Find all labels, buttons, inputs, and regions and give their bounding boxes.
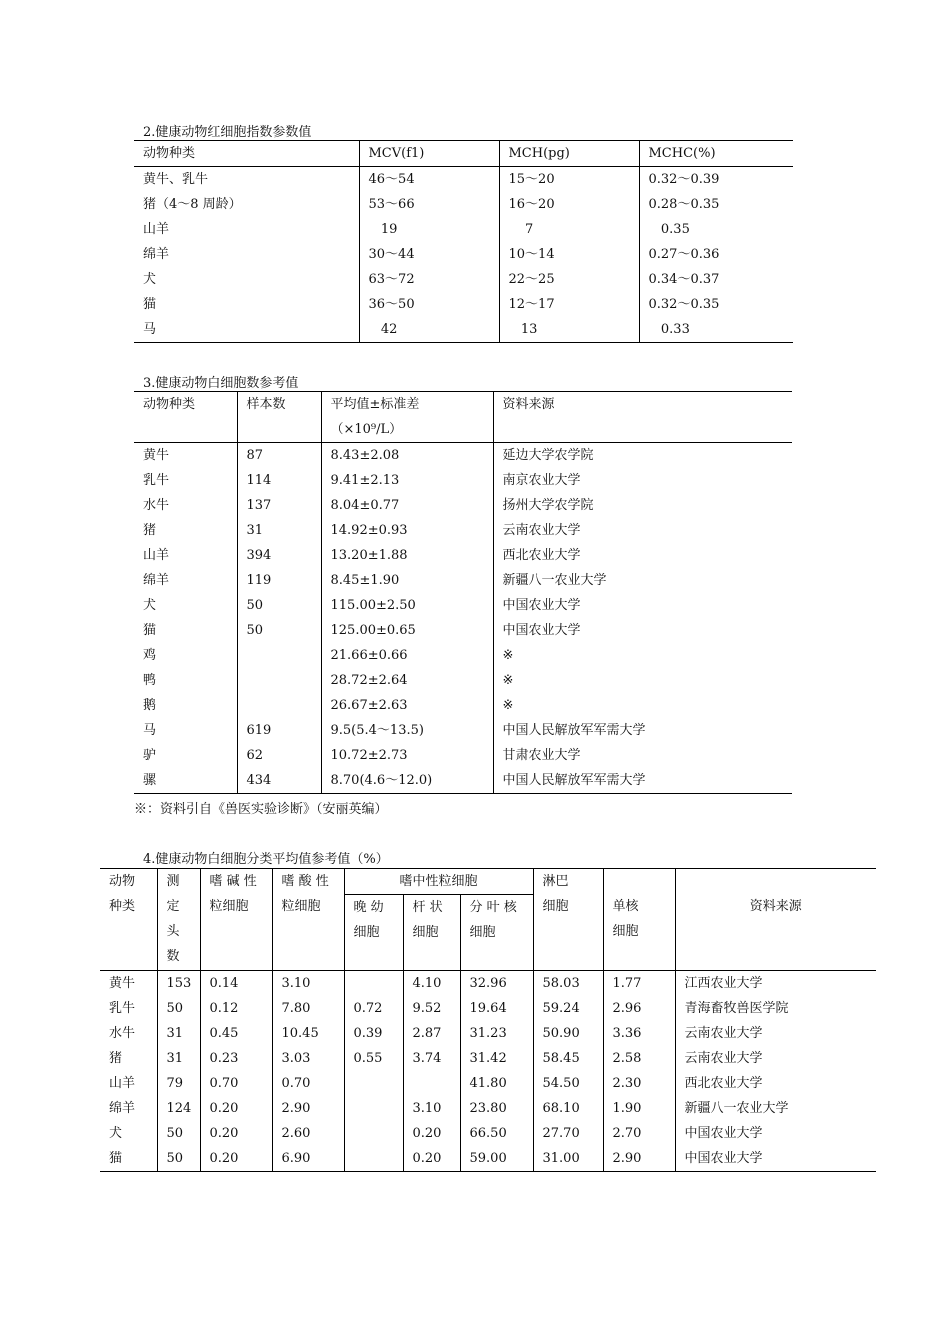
table-cell: 31 [157, 1046, 200, 1071]
table-cell: 8.43±2.08 [321, 443, 493, 469]
table-cell: 青海畜牧兽医学院 [684, 1001, 789, 1016]
table-cell: 619 [237, 718, 321, 743]
table-cell: 8.04±0.77 [321, 493, 493, 518]
table-cell: 50 [237, 618, 321, 643]
table-cell: 13 [499, 317, 639, 343]
table-row [134, 217, 793, 242]
table-cell: 58.03 [533, 971, 603, 997]
table4-title: 4.健康动物白细胞分类平均值参考值（%） [143, 852, 389, 867]
table-cell: 0.20 [403, 1121, 460, 1146]
table-cell: 114 [237, 468, 321, 493]
table-cell: 中国农业大学 [502, 623, 581, 638]
table-cell: 10～14 [499, 242, 639, 267]
table-row [134, 493, 792, 518]
header-band: 杆 状 细胞 [403, 895, 460, 971]
table-cell: 50 [157, 996, 200, 1021]
table-cell: 鸭 [134, 668, 237, 693]
table2 [134, 140, 793, 343]
table-cell: 87 [237, 443, 321, 469]
table-cell: 乳牛 [100, 996, 157, 1021]
header-species: 动物种类 [134, 392, 237, 418]
table-cell: 0.45 [200, 1021, 272, 1046]
table-cell: 46～54 [359, 167, 499, 193]
table-cell: 31.23 [460, 1021, 533, 1046]
table-cell: 南京农业大学 [502, 473, 581, 488]
table-cell: 延边大学农学院 [493, 443, 792, 469]
header-monocyte: 单核 细胞 [603, 869, 675, 971]
table-cell: 云南农业大学 [684, 1051, 763, 1066]
table-cell [344, 1096, 403, 1121]
table-cell: 黄牛 [100, 971, 157, 997]
table-row [134, 643, 792, 668]
table-cell: 14.92±0.93 [321, 518, 493, 543]
table-cell: 绵羊 [134, 242, 359, 267]
table-row [134, 192, 793, 217]
table-cell: 3.74 [403, 1046, 460, 1071]
table-row [134, 543, 792, 568]
table-cell: 9.5(5.4～13.5) [321, 718, 493, 743]
header-mean-sd: 平均值±标准差 [321, 392, 493, 418]
table-cell: 19.64 [460, 996, 533, 1021]
table-cell: 58.45 [533, 1046, 603, 1071]
table-cell: 马 [134, 718, 237, 743]
table-row [134, 768, 792, 794]
table-cell: 3.03 [272, 1046, 344, 1071]
header-species: 动物种类 [134, 141, 359, 167]
table-cell: 2.90 [272, 1096, 344, 1121]
table-cell: 0.12 [200, 996, 272, 1021]
table-cell: 7.80 [272, 996, 344, 1021]
table-cell: 0.20 [200, 1146, 272, 1172]
table-cell: 扬州大学农学院 [502, 498, 594, 513]
header-eosinophil: 嗜 酸 性 粒细胞 [272, 869, 344, 971]
table-row [134, 167, 793, 193]
table-cell [403, 1071, 460, 1096]
table-cell [237, 668, 321, 693]
table-cell: 0.32～0.35 [648, 297, 720, 312]
table-cell: ※ [502, 698, 514, 713]
table-cell: 26.67±2.63 [321, 693, 493, 718]
table-row [134, 693, 792, 718]
table-row [100, 971, 876, 997]
table-cell: 2.60 [272, 1121, 344, 1146]
table-cell: 0.72 [344, 996, 403, 1021]
table-cell: 10.72±2.73 [321, 743, 493, 768]
table-cell: 8.45±1.90 [321, 568, 493, 593]
header-basophil: 嗜 碱 性 粒细胞 [200, 869, 272, 971]
table-cell: 绵羊 [100, 1096, 157, 1121]
table-cell: 水牛 [134, 493, 237, 518]
table-row [134, 718, 792, 743]
table-cell [237, 643, 321, 668]
table-cell: 1.90 [603, 1096, 675, 1121]
header-lymphocyte: 淋巴 细胞 [533, 869, 603, 971]
table-cell: 50.90 [533, 1021, 603, 1046]
table-cell: 水牛 [100, 1021, 157, 1046]
table-cell: 59.00 [460, 1146, 533, 1172]
table-cell: 31 [157, 1021, 200, 1046]
table-row [134, 618, 792, 643]
table-cell: 中国农业大学 [684, 1126, 763, 1141]
table-cell: 0.34～0.37 [648, 272, 720, 287]
table-cell [237, 693, 321, 718]
table-cell: 16～20 [499, 192, 639, 217]
table-row [134, 743, 792, 768]
table-cell: 山羊 [134, 217, 359, 242]
table-cell: 3.10 [403, 1096, 460, 1121]
table-cell: 27.70 [533, 1121, 603, 1146]
header-source: 资料来源 [675, 869, 876, 971]
table-cell: 32.96 [460, 971, 533, 997]
table-cell: 山羊 [134, 543, 237, 568]
table-row [134, 468, 792, 493]
table-cell: 153 [157, 971, 200, 997]
header-mchc: MCHC(%) [639, 141, 793, 167]
table-row [134, 267, 793, 292]
table-cell: 0.20 [403, 1146, 460, 1172]
table-cell: 8.70(4.6～12.0) [321, 768, 493, 794]
table-cell: 犬 [100, 1121, 157, 1146]
table-cell: 黄牛 [134, 443, 237, 469]
table-cell: 西北农业大学 [502, 548, 581, 563]
table-row [100, 1021, 876, 1046]
table-cell: 猪 [100, 1046, 157, 1071]
table-cell: 犬 [134, 593, 237, 618]
table-cell: 31 [237, 518, 321, 543]
table-cell [344, 1121, 403, 1146]
table-cell: 30～44 [359, 242, 499, 267]
table-cell: 猫 [100, 1146, 157, 1172]
header-metamyelocyte: 晚 幼 细胞 [344, 895, 403, 971]
table-cell: 新疆八一农业大学 [684, 1101, 789, 1116]
table-cell: 394 [237, 543, 321, 568]
table-cell: 猪 [134, 518, 237, 543]
table-cell: 7 [499, 217, 639, 242]
header-source: 资料来源 [493, 392, 792, 418]
table4 [100, 868, 876, 1172]
table-row [100, 1046, 876, 1071]
table-cell: 124 [157, 1096, 200, 1121]
table-cell: 中国农业大学 [675, 1146, 876, 1172]
table-cell: 0.20 [200, 1096, 272, 1121]
table-cell: 119 [237, 568, 321, 593]
table-cell: 50 [237, 593, 321, 618]
table2-header-row [134, 141, 793, 167]
table-cell: 6.90 [272, 1146, 344, 1172]
table-cell: 1.77 [603, 971, 675, 997]
table-cell: 0.55 [344, 1046, 403, 1071]
table3-header-row-2 [134, 417, 792, 443]
table-cell: 31.42 [460, 1046, 533, 1071]
table-cell: 0.32～0.39 [639, 167, 793, 193]
table-cell: 中国农业大学 [502, 598, 581, 613]
table3 [134, 391, 792, 794]
header-sample-count: 样本数 [237, 392, 321, 418]
table-cell: 猫 [134, 292, 359, 317]
table-cell: 50 [157, 1146, 200, 1172]
table-cell: 42 [359, 317, 499, 343]
header-unit: （×10⁹/L） [321, 417, 493, 443]
table-cell: 骡 [134, 768, 237, 794]
table-cell: 41.80 [460, 1071, 533, 1096]
table-cell: 中国人民解放军军需大学 [502, 723, 646, 738]
table-cell: 54.50 [533, 1071, 603, 1096]
table-cell: 3.36 [603, 1021, 675, 1046]
table-cell: 西北农业大学 [684, 1076, 763, 1091]
table-cell: 鸡 [134, 643, 237, 668]
table-cell: 甘肃农业大学 [502, 748, 581, 763]
table-cell: 0.39 [344, 1021, 403, 1046]
table-cell: 137 [237, 493, 321, 518]
table-cell: 鹅 [134, 693, 237, 718]
header-segmented: 分 叶 核 细胞 [460, 895, 533, 971]
table-cell: 66.50 [460, 1121, 533, 1146]
table-row [134, 292, 793, 317]
table-row [100, 996, 876, 1021]
table-cell: 云南农业大学 [684, 1026, 763, 1041]
table-cell: ※ [502, 648, 514, 663]
table-cell: 0.33 [639, 317, 793, 343]
table-cell: 新疆八一农业大学 [502, 573, 607, 588]
table-cell: 驴 [134, 743, 237, 768]
table-cell: 28.72±2.64 [321, 668, 493, 693]
table-cell: 江西农业大学 [675, 971, 876, 997]
table-cell: 3.10 [272, 971, 344, 997]
table3-note: ※：资料引自《兽医实验诊断》（安丽英编） [134, 802, 388, 817]
table-cell: 0.70 [272, 1071, 344, 1096]
header-neutrophil: 嗜中性粒细胞 [344, 869, 533, 895]
header-mch: MCH(pg) [499, 141, 639, 167]
table-cell: 猫 [134, 618, 237, 643]
table-row [134, 242, 793, 267]
table4-header-row [100, 869, 876, 895]
table-cell: ※ [502, 673, 514, 688]
table-cell: 黄牛、乳牛 [134, 167, 359, 193]
header-mcv: MCV(f1) [359, 141, 499, 167]
table-cell: 79 [157, 1071, 200, 1096]
table3-title: 3.健康动物白细胞数参考值 [143, 376, 299, 391]
table-cell: 59.24 [533, 996, 603, 1021]
header-species: 动物 种类 [100, 869, 157, 971]
table2-title: 2.健康动物红细胞指数参数值 [143, 125, 312, 140]
table-cell: 2.87 [403, 1021, 460, 1046]
table-cell: 53～66 [359, 192, 499, 217]
table-row [134, 568, 792, 593]
table-row [134, 518, 792, 543]
table-cell: 0.70 [200, 1071, 272, 1096]
table-row [100, 1146, 876, 1172]
table-cell: 2.70 [603, 1121, 675, 1146]
table-cell: 云南农业大学 [502, 523, 581, 538]
table-cell: 115.00±2.50 [321, 593, 493, 618]
table-cell: 9.52 [403, 996, 460, 1021]
table-cell: 2.90 [603, 1146, 675, 1172]
table-cell: 10.45 [272, 1021, 344, 1046]
table-row [100, 1096, 876, 1121]
table-cell: 21.66±0.66 [321, 643, 493, 668]
table-cell: 山羊 [100, 1071, 157, 1096]
table-cell: 62 [237, 743, 321, 768]
table3-header-row [134, 392, 792, 418]
table-cell: 0.35 [648, 222, 690, 237]
table-cell: 434 [237, 768, 321, 794]
table-cell: 0.28～0.35 [648, 197, 720, 212]
table-cell: 0.20 [200, 1121, 272, 1146]
table-cell: 63～72 [359, 267, 499, 292]
table-cell [344, 1071, 403, 1096]
table-cell [344, 971, 403, 997]
table-cell: 31.00 [533, 1146, 603, 1172]
table-cell: 68.10 [533, 1096, 603, 1121]
table-cell: 犬 [134, 267, 359, 292]
table-cell: 马 [134, 317, 359, 343]
table-cell: 50 [157, 1121, 200, 1146]
table-cell: 19 [359, 217, 499, 242]
table-cell: 中国人民解放军军需大学 [493, 768, 792, 794]
header-count: 测 定 头 数 [157, 869, 200, 971]
table-cell: 12～17 [499, 292, 639, 317]
table-cell: 13.20±1.88 [321, 543, 493, 568]
table-cell: 2.96 [603, 996, 675, 1021]
table-row [134, 443, 792, 469]
table-cell: 23.80 [460, 1096, 533, 1121]
table-cell: 猪（4～8 周龄） [134, 192, 359, 217]
table-cell: 22～25 [499, 267, 639, 292]
table-cell: 9.41±2.13 [321, 468, 493, 493]
table-row [134, 317, 793, 343]
table-cell: 乳牛 [134, 468, 237, 493]
table-cell: 0.23 [200, 1046, 272, 1071]
table-cell: 125.00±0.65 [321, 618, 493, 643]
table-cell: 0.27～0.36 [648, 247, 720, 262]
table-row [100, 1071, 876, 1096]
table-cell [344, 1146, 403, 1172]
table-row [134, 668, 792, 693]
table-cell: 15～20 [499, 167, 639, 193]
table-row [134, 593, 792, 618]
table-cell: 4.10 [403, 971, 460, 997]
table-cell: 2.58 [603, 1046, 675, 1071]
table-cell: 2.30 [603, 1071, 675, 1096]
table-cell: 绵羊 [134, 568, 237, 593]
table-cell: 0.14 [200, 971, 272, 997]
table-cell: 36～50 [359, 292, 499, 317]
table-row [100, 1121, 876, 1146]
